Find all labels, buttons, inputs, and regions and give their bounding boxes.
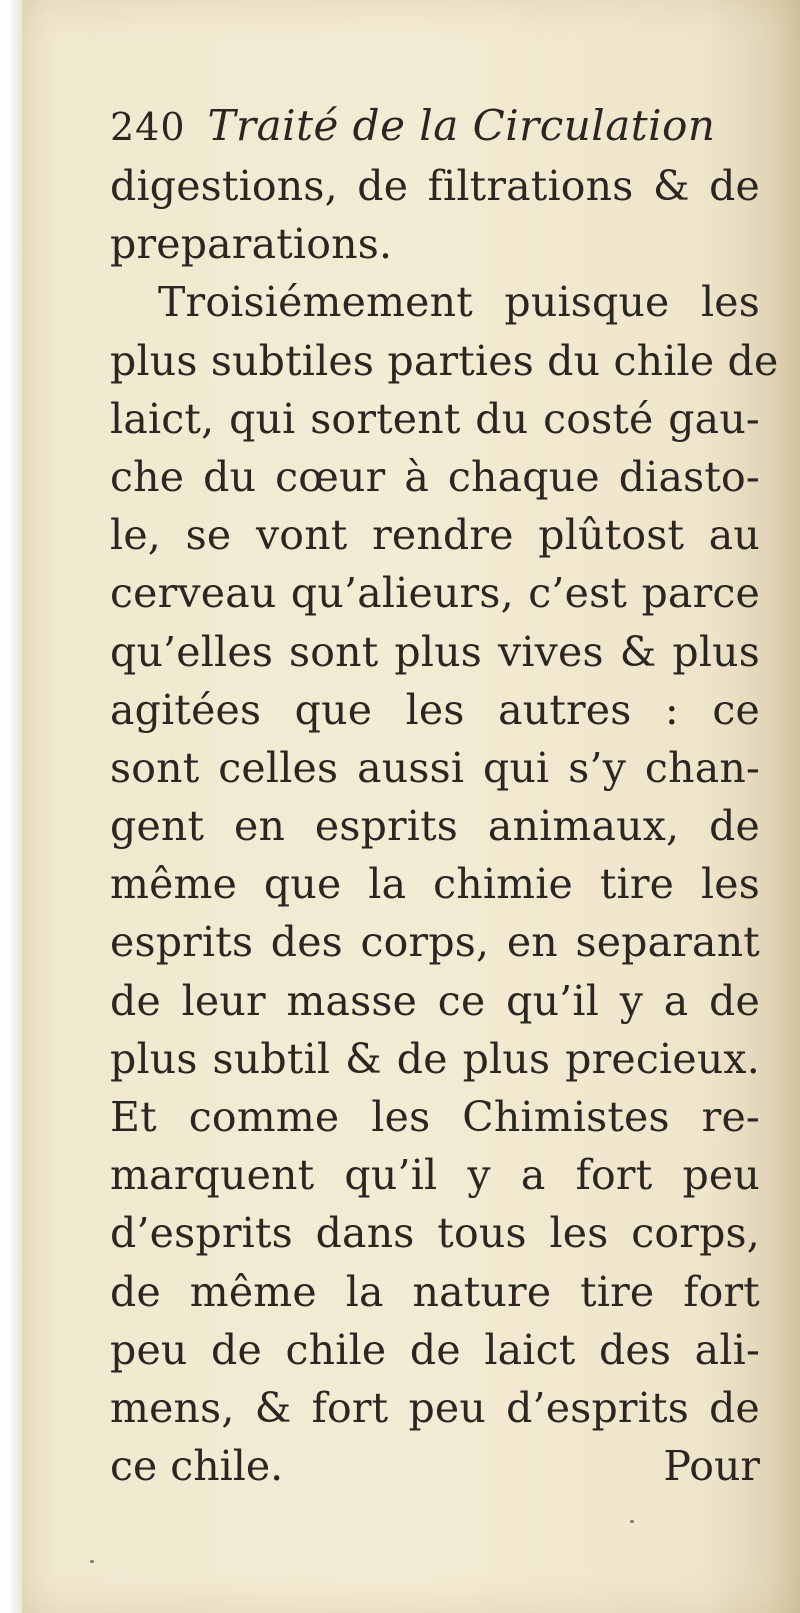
text-line: même que la chimie tire les xyxy=(110,860,760,909)
text-line: preparations. xyxy=(110,220,393,269)
book-page xyxy=(10,0,800,1613)
text-line: laict, qui sortent du costé gau- xyxy=(110,394,760,443)
text-line: peu de chile de laict des ali- xyxy=(110,1325,760,1374)
text-line: che du cœur à chaque diasto- xyxy=(110,452,760,501)
text-block xyxy=(110,95,779,1495)
catchword: Pour xyxy=(663,1442,760,1491)
text-line: mens, & fort peu d’esprits de xyxy=(110,1383,760,1432)
text-line: plus subtiles parties du chile de xyxy=(110,336,779,385)
text-line: Et comme les Chimistes re- xyxy=(110,1093,760,1141)
paper-speck xyxy=(630,1520,634,1523)
text-line: de leur masse ce qu’il y a de xyxy=(110,976,760,1025)
page-header xyxy=(110,95,760,157)
text-line: gent en esprits animaux, de xyxy=(110,802,760,851)
text-line: plus subtil & de plus precieux. xyxy=(110,1034,760,1083)
text-line: sont celles aussi qui s’y chan- xyxy=(110,743,760,792)
text-line: le, se vont rendre plûtost au xyxy=(110,511,760,560)
text-line: cerveau qu’alieurs, c’est parce xyxy=(110,569,760,618)
final-row xyxy=(110,1437,760,1495)
paper-speck xyxy=(90,1560,94,1563)
page-number: 240 xyxy=(110,105,186,149)
final-line: ce chile. xyxy=(110,1442,284,1491)
page-edge xyxy=(10,0,22,1613)
text-line: agitées que les autres : ce xyxy=(110,685,760,734)
text-line: Troisiémement puisque les xyxy=(158,278,760,327)
text-line: de même la nature tire fort xyxy=(110,1267,760,1316)
text-line: esprits des corps, en separant xyxy=(110,918,760,967)
text-line: digestions, de filtrations & de xyxy=(110,162,760,210)
running-title: Traité de la Circulation xyxy=(207,101,716,150)
text-line: d’esprits dans tous les corps, xyxy=(110,1209,760,1258)
text-line: qu’elles sont plus vives & plus xyxy=(110,627,760,676)
text-line: marquent qu’il y a fort peu xyxy=(110,1151,760,1200)
